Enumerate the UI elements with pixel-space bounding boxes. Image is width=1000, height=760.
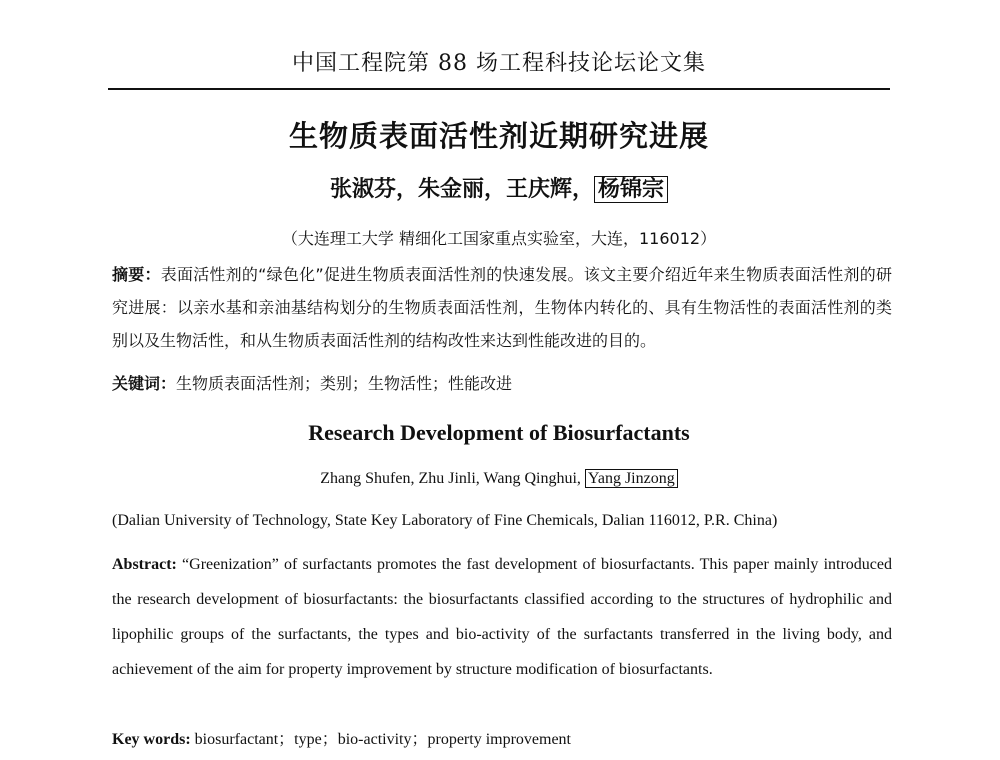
running-header: 中国工程院第 88 场工程科技论坛论文集 xyxy=(292,51,706,76)
english-title: Research Development of Biosurfactants xyxy=(308,420,690,445)
chinese-authors-list: 张淑芬，朱金丽，王庆辉， xyxy=(329,177,594,202)
chinese-abstract-label: 摘要： xyxy=(112,265,161,284)
chinese-keywords xyxy=(112,370,892,398)
chinese-abstract xyxy=(112,258,892,357)
english-abstract-text: “Greenization” of surfactants promotes the fast development of biosurfactants. This paper mainly introduced the research development of biosurfactants: the biosurfactants classified according to the structures of hydrophilic and lipophilic groups of the surfactants, the types and bio-activity of the surfactants transferred in the living body, and achievement of the aim for property improvement by structure modification of biosurfactants. xyxy=(112,556,892,678)
english-keywords-label: Key words: xyxy=(112,731,191,748)
header-rule xyxy=(108,88,890,90)
english-corresponding-author: Yang Jinzong xyxy=(585,469,678,488)
chinese-keywords-label: 关键词： xyxy=(112,374,177,393)
english-keywords-text: biosurfactant；type；bio-activity；property improvement xyxy=(190,731,572,748)
chinese-keywords-text: 生物质表面活性剂；类别；生物活性；性能改进 xyxy=(176,374,513,393)
chinese-authors xyxy=(108,172,890,203)
english-authors xyxy=(108,470,890,488)
english-authors-list: Zhang Shufen, Zhu Jinli, Wang Qinghui, xyxy=(320,470,585,487)
english-abstract-label: Abstract: xyxy=(112,556,177,573)
english-affiliation: (Dalian University of Technology, State Key Laboratory of Fine Chemicals, Dalian 116012, P.R. China) xyxy=(112,512,778,529)
chinese-corresponding-author: 杨锦宗 xyxy=(594,176,668,203)
english-abstract xyxy=(112,547,892,687)
chinese-affiliation: （大连理工大学 精细化工国家重点实验室，大连，116012） xyxy=(281,229,717,248)
chinese-abstract-text: 表面活性剂的“绿色化”促进生物质表面活性剂的快速发展。该文主要介绍近年来生物质表面活性剂的研究进展：以亲水基和亲油基结构划分的生物质表面活性剂，生物体内转化的、具有生物活性的表面活性剂的类别以及生物活性，和从生物质表面活性剂的结构改性来达到性能改进的目的。 xyxy=(112,265,892,350)
english-keywords xyxy=(112,726,892,749)
chinese-title: 生物质表面活性剂近期研究进展 xyxy=(288,119,709,153)
